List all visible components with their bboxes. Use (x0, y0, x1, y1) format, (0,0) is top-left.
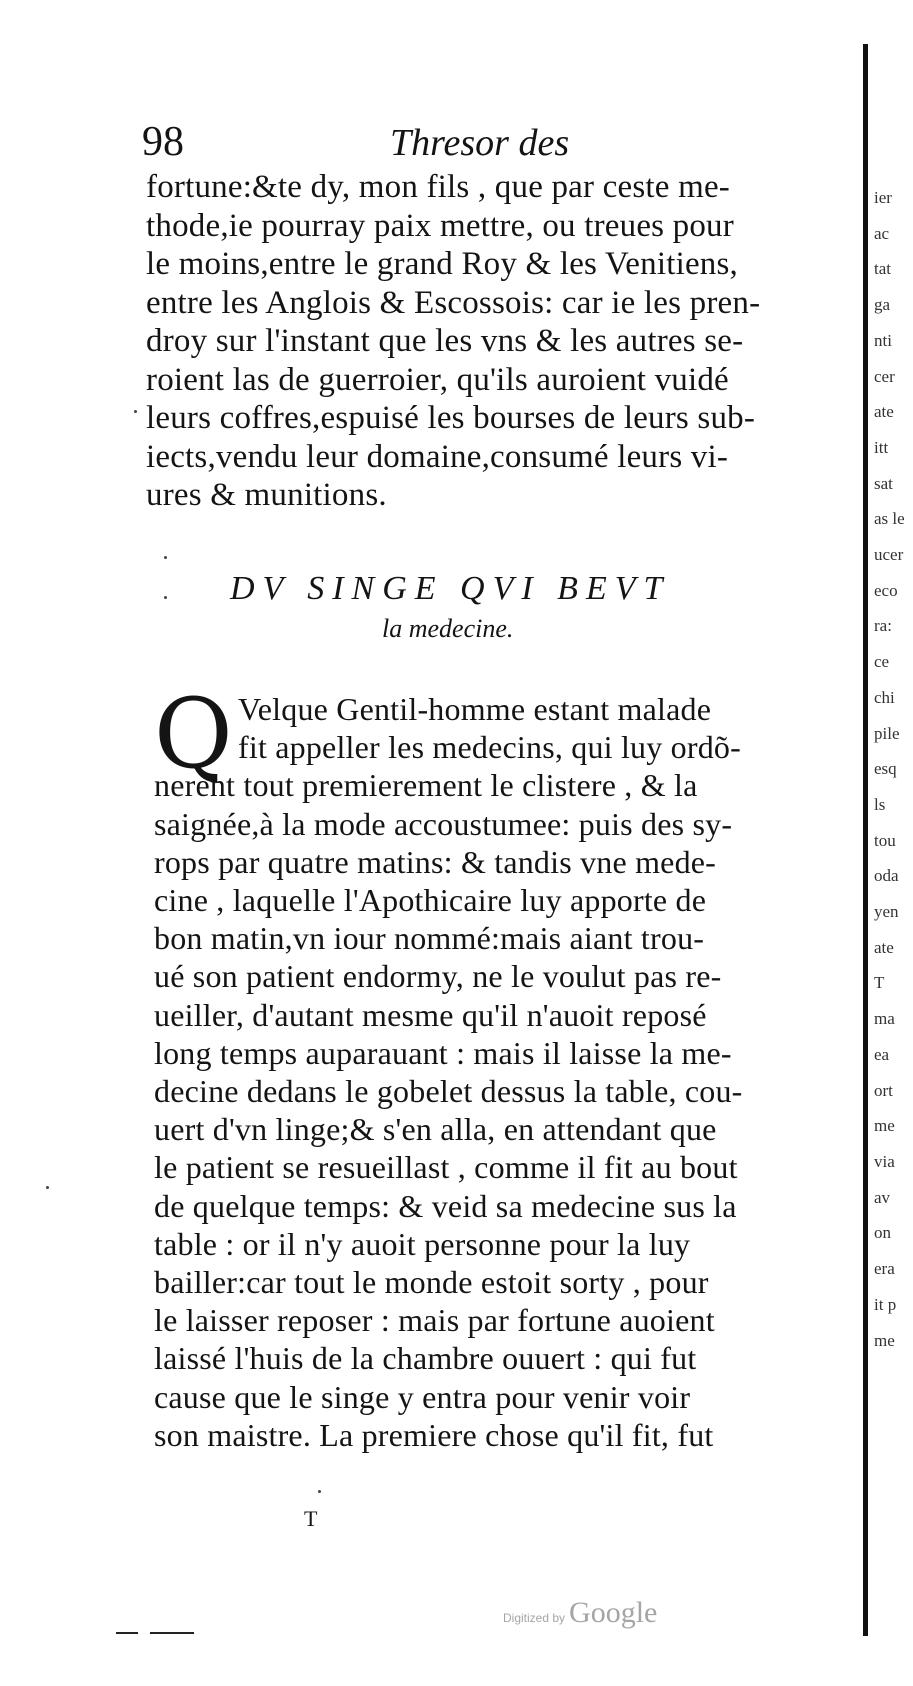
text-line: de quelque temps: & veid sa medecine sus la (154, 1187, 737, 1224)
text-line: thode,ie pourray paix mettre, ou treues pour (146, 207, 734, 244)
digitized-watermark (503, 1596, 657, 1630)
facing-page-fragment: ma (874, 1009, 895, 1029)
facing-page-fragment: ea (874, 1044, 890, 1064)
bottom-mark (116, 1632, 138, 1634)
page-edge-rule (863, 44, 868, 1636)
watermark-brand: Google (569, 1596, 658, 1629)
facing-page-fragment: esq (874, 759, 897, 779)
drop-cap: Q (154, 678, 233, 790)
facing-page-fragment: tou (874, 830, 896, 850)
running-head: Thresor des (390, 122, 570, 164)
section-subtitle: la medecine. (382, 614, 514, 643)
ink-speck (164, 556, 167, 559)
facing-page-fragment: cer (874, 366, 895, 386)
facing-page-fragment: as le (874, 509, 905, 529)
facing-page-fragment: era (874, 1259, 895, 1279)
facing-page-fragment: nti (874, 330, 892, 350)
text-line: iects,vendu leur domaine,consumé leurs vi- (146, 438, 729, 475)
facing-page-fragment: tat (874, 259, 891, 279)
section-title: DV SINGE QVI BEVT (230, 570, 671, 607)
facing-page-fragment: chi (874, 687, 895, 707)
facing-page-fragment: it p (874, 1294, 897, 1314)
text-line: fit appeller les medecins, qui luy ordõ- (238, 729, 741, 766)
ink-speck (318, 1490, 321, 1493)
text-line: saignée,à la mode accoustumee: puis des sy- (154, 805, 733, 842)
facing-page-fragment: T (874, 973, 885, 993)
facing-page-fragment: ucer (874, 545, 904, 565)
facing-page-fragment: eco (874, 580, 898, 600)
text-line: le patient se resueillast , comme il fit au bout (154, 1149, 738, 1186)
text-line: laissé l'huis de la chambre ouuert : qui fut (154, 1340, 697, 1377)
text-line: ures & munitions. (146, 477, 387, 513)
facing-page-fragment: ort (874, 1080, 893, 1100)
story-text (154, 678, 834, 1454)
facing-page-fragment: oda (874, 866, 899, 886)
facing-page-fragment: me (874, 1116, 895, 1136)
text-line: le moins,entre le grand Roy & les Venitiens, (146, 246, 739, 282)
text-line: uert d'vn linge;& s'en alla, en attendant que (154, 1111, 717, 1148)
facing-page-fragment: ra: (874, 616, 892, 636)
text-line: table : or il n'y auoit personne pour la luy (154, 1225, 691, 1262)
ink-speck (134, 410, 137, 413)
facing-page-fragment: ac (874, 223, 890, 243)
ink-speck (46, 1186, 49, 1189)
text-line: leurs coffres,espuisé les bourses de leurs sub- (146, 400, 756, 436)
facing-page-fragment: ate (874, 402, 894, 422)
text-line: cause que le singe y entra pour venir voir (154, 1378, 691, 1415)
text-line: bailler:car tout le monde estoit sorty , pour (154, 1264, 709, 1301)
text-line: le laisser reposer : mais par fortune auoient (154, 1302, 715, 1339)
facing-page-fragment: ate (874, 937, 894, 957)
text-line: son maistre. La premiere chose qu'il fit, fut (154, 1416, 714, 1453)
watermark-prefix: Digitized by (503, 1611, 566, 1625)
text-line: cine , laquelle l'Apothicaire luy apporte de (154, 882, 707, 919)
facing-page-fragment: ier (874, 188, 892, 207)
text-line: Velque Gentil-homme estant malade (238, 691, 712, 727)
facing-page-fragment: sat (874, 473, 893, 493)
text-line: droy sur l'instant que les vns & les autres se- (146, 323, 744, 359)
text-line: entre les Anglois & Escossois: car ie les pren- (146, 284, 761, 321)
ink-speck (164, 596, 167, 599)
facing-page-fragment: via (874, 1151, 895, 1171)
catchword: T (304, 1506, 318, 1531)
page-header (142, 118, 782, 174)
text-line: fortune:&te dy, mon fils , que par ceste me- (146, 169, 730, 205)
facing-page-fragment: ga (874, 295, 891, 315)
facing-page-fragment: pile (874, 723, 900, 743)
facing-page-fragment: on (874, 1223, 891, 1243)
facing-page-fragment: me (874, 1330, 895, 1350)
page-number: 98 (142, 119, 184, 165)
text-line: rops par quatre matins: & tandis vne mede- (154, 843, 717, 880)
continued-passage (146, 168, 826, 515)
bottom-mark (150, 1632, 194, 1634)
text-line: decine dedans le gobelet dessus la table, cou- (154, 1073, 743, 1110)
facing-page-fragment: ce (874, 652, 890, 672)
facing-page-fragment: av (874, 1187, 891, 1207)
facing-page-fragment: yen (874, 902, 899, 922)
text-line: nerent tout premierement le clistere , & la (154, 767, 698, 804)
text-line: bon matin,vn iour nommé:mais aiant trou- (154, 920, 705, 957)
facing-page-fragments (874, 180, 910, 1358)
facing-page-fragment: itt (874, 437, 889, 457)
text-line: ueiller, d'autant mesme qu'il n'auoit reposé (154, 996, 707, 1033)
facing-page-fragment: ls (874, 794, 886, 814)
text-line: roient las de guerroier, qu'ils auroient vuidé (146, 361, 729, 398)
text-line: ué son patient endormy, ne le voulut pas re- (154, 958, 722, 995)
text-line: long temps auparauant : mais il laisse la me- (154, 1034, 732, 1071)
